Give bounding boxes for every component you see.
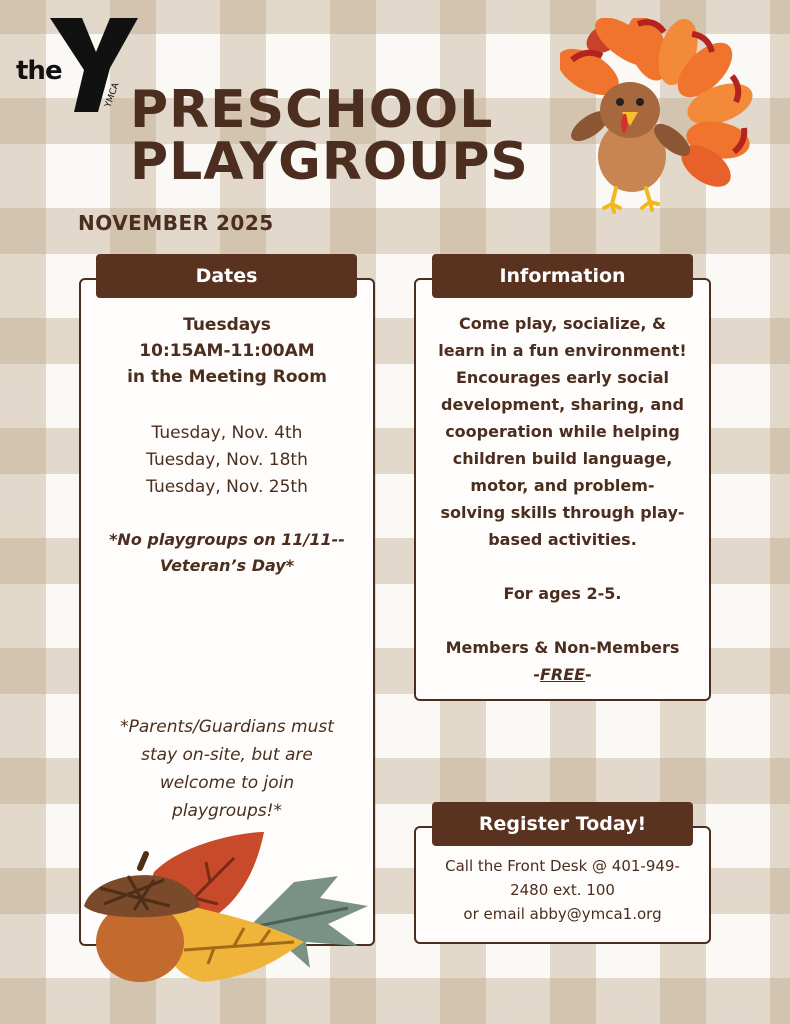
price-dash-right: -	[585, 665, 592, 684]
schedule-block	[79, 312, 375, 390]
parents-note-line: *Parents/Guardians must	[120, 717, 334, 737]
description-line: cooperation while helping	[445, 422, 680, 441]
register-details	[416, 854, 709, 926]
parents-note-line: stay on-site, but are	[141, 745, 313, 765]
holiday-notice-line: *No playgroups on 11/11--	[109, 530, 345, 549]
price-dash-left: -	[533, 665, 540, 684]
information-description	[416, 310, 709, 553]
description-line: development, sharing, and	[441, 395, 684, 414]
members-text: Members & Non-Members	[445, 638, 680, 657]
holiday-notice	[79, 527, 375, 579]
month-subtitle: NOVEMBER 2025	[78, 211, 274, 235]
parents-note-line: playgroups!*	[172, 801, 282, 821]
information-heading: Information	[432, 254, 693, 298]
parents-note-line: welcome to join	[159, 773, 295, 793]
ymca-brand-text: YMCA	[103, 81, 122, 110]
date-item: Tuesday, Nov. 25th	[146, 477, 308, 497]
schedule-line: in the Meeting Room	[127, 367, 327, 387]
register-line: Call the Front Desk @ 401-949-	[445, 857, 680, 875]
autumn-leaves-icon	[44, 832, 384, 992]
date-item: Tuesday, Nov. 18th	[146, 450, 308, 470]
description-line: based activities.	[488, 530, 637, 549]
ymca-y-logo-icon	[48, 16, 140, 112]
schedule-line: 10:15AM-11:00AM	[139, 341, 315, 361]
description-line: motor, and problem-	[470, 476, 655, 495]
dates-heading: Dates	[96, 254, 357, 298]
register-heading: Register Today!	[432, 802, 693, 846]
date-list	[79, 420, 375, 501]
parents-note	[79, 713, 375, 825]
description-line: children build language,	[452, 449, 673, 468]
description-line: Come play, socialize, &	[459, 314, 666, 333]
register-line: or email abby@ymca1.org	[463, 905, 662, 923]
description-line: solving skills through play-	[440, 503, 685, 522]
date-item: Tuesday, Nov. 4th	[151, 423, 303, 443]
turkey-icon	[560, 18, 760, 214]
ages-text: For ages 2-5.	[503, 584, 622, 603]
register-line: 2480 ext. 100	[510, 881, 615, 899]
description-line: learn in a fun environment!	[438, 341, 687, 360]
free-price: FREE	[539, 665, 586, 684]
schedule-line: Tuesdays	[183, 315, 271, 335]
title-line-1: PRESCHOOL	[130, 80, 494, 140]
page-title	[130, 80, 529, 192]
price-line	[416, 661, 709, 688]
ymca-logo-word: the	[16, 56, 62, 86]
holiday-notice-line: Veteran’s Day*	[159, 556, 295, 575]
title-line-2: PLAYGROUPS	[130, 132, 529, 192]
description-line: Encourages early social	[455, 368, 670, 387]
